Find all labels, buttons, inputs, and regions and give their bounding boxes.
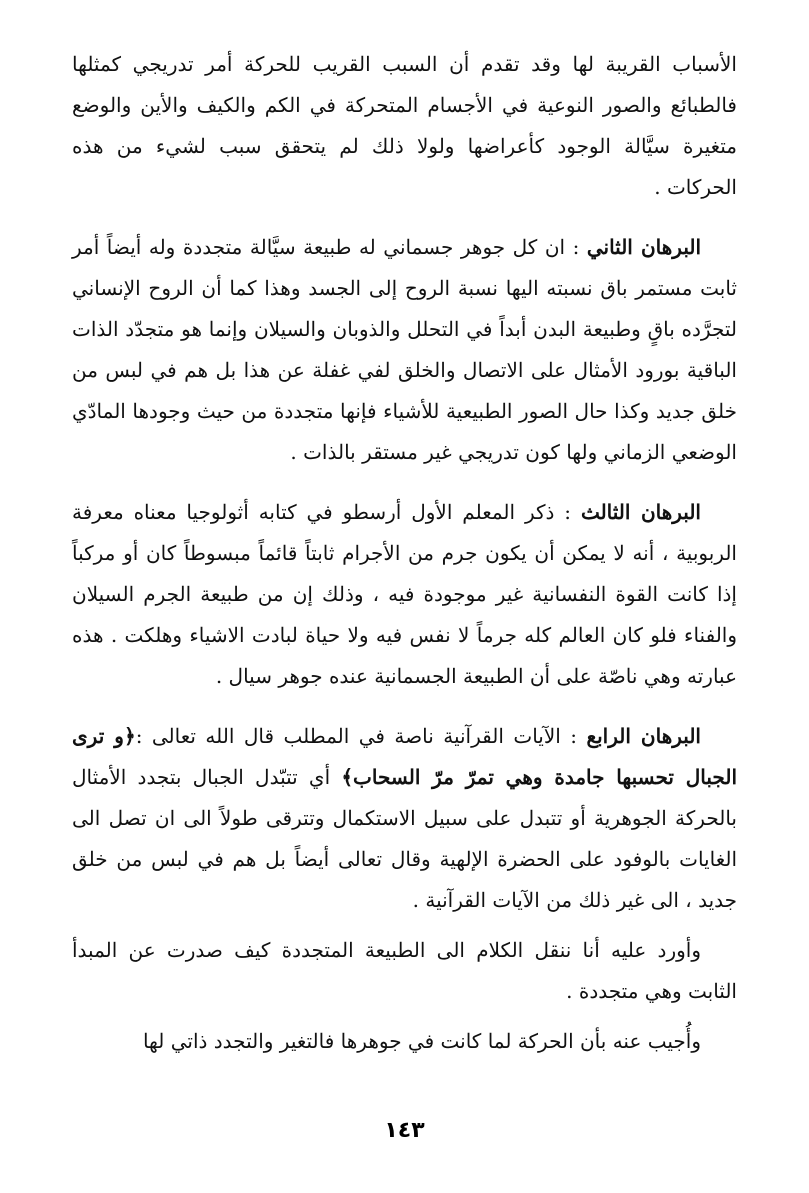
paragraph-intro bbox=[72, 44, 737, 208]
proof-four-title: البرهان الرابع bbox=[586, 724, 701, 748]
paragraph-intro-text: الأسباب القريبة لها وقد تقدم أن السبب القريب للحركة أمر تدريجي كمثلها فالطبائع والصور النوعية في الأجسام المتحركة في الكم والكيف والأين والوضع متغيرة سيَّالة الوجود كأعراضها ولولا ذلك لم يتحقق سبب لشيء من هذه الحركات . bbox=[72, 52, 737, 199]
paragraph-proof-three bbox=[72, 492, 737, 697]
paragraph-proof-two bbox=[72, 227, 737, 473]
paragraph-objection bbox=[72, 930, 737, 1012]
paragraph-answer bbox=[72, 1021, 737, 1062]
answer-text: وأُجيب عنه بأن الحركة لما كانت في جوهرها فالتغير والتجدد ذاتي لها bbox=[142, 1029, 701, 1053]
quran-verse: ﴿و ترى الجبال تحسبها جامدة وهي تمرّ مرّ السحاب﴾ bbox=[72, 724, 737, 789]
proof-four-text-a: : الآيات القرآنية ناصة في المطلب قال الله تعالى : bbox=[135, 724, 587, 748]
objection-text: وأورد عليه أنا ننقل الكلام الى الطبيعة المتجددة كيف صدرت عن المبدأ الثابت وهي متجددة . bbox=[72, 938, 737, 1003]
paragraph-proof-four bbox=[72, 716, 737, 921]
proof-two-title: البرهان الثاني bbox=[586, 235, 702, 259]
proof-two-text: : ان كل جوهر جسماني له طبيعة سيَّالة متجددة وله أيضاً أمر ثابت مستمر باق نسبته اليها نسبة الروح إلى الجسد وهذا كما أن الروح الإنساني لتجرَّده باقٍ وطبيعة البدن أبداً في التحلل والذوبان والسيلان وإنما هو متجدّد الذات الباقية بورود الأمثال على الاتصال والخلق لفي غفلة عن هذا بل هم في لبس من خلق جديد وكذا حال الصور الطبيعية للأشياء فإنها متجددة من حيث وجودها المادّي الوضعي الزماني ولها كون تدريجي غير مستقر بالذات . bbox=[72, 235, 737, 464]
proof-three-text: : ذكر المعلم الأول أرسطو في كتابه أثولوجيا معناه معرفة الربوبية ، أنه لا يمكن أن يكون جرم من الأجرام ثابتاً قائماً مبسوطاً كان أو مركباً إذا كانت القوة النفسانية غير موجودة فيه ، وذلك إن من طبيعة الجرم السيلان والفناء فلو كان العالم كله جرماً لا نفس فيه ولا حياة لبادت الاشياء وهلكت . هذه عبارته وهي ناصّة على أن الطبيعة الجسمانية عنده جوهر سيال . bbox=[72, 500, 737, 688]
page-number: ١٤٣ bbox=[384, 1118, 425, 1143]
proof-four-text-b: أي تتبّدل الجبال بتجدد الأمثال بالحركة الجوهرية أو تتبدل على سبيل الاستكمال وتترقى طولاً الى ان تصل الى الغايات بالوفود على الحضرة الإلهية وقال تعالى أيضاً بل هم في لبس من خلق جديد ، الى غير ذلك من الآيات القرآنية . bbox=[72, 765, 737, 912]
proof-three-title: البرهان الثالث bbox=[580, 500, 701, 524]
